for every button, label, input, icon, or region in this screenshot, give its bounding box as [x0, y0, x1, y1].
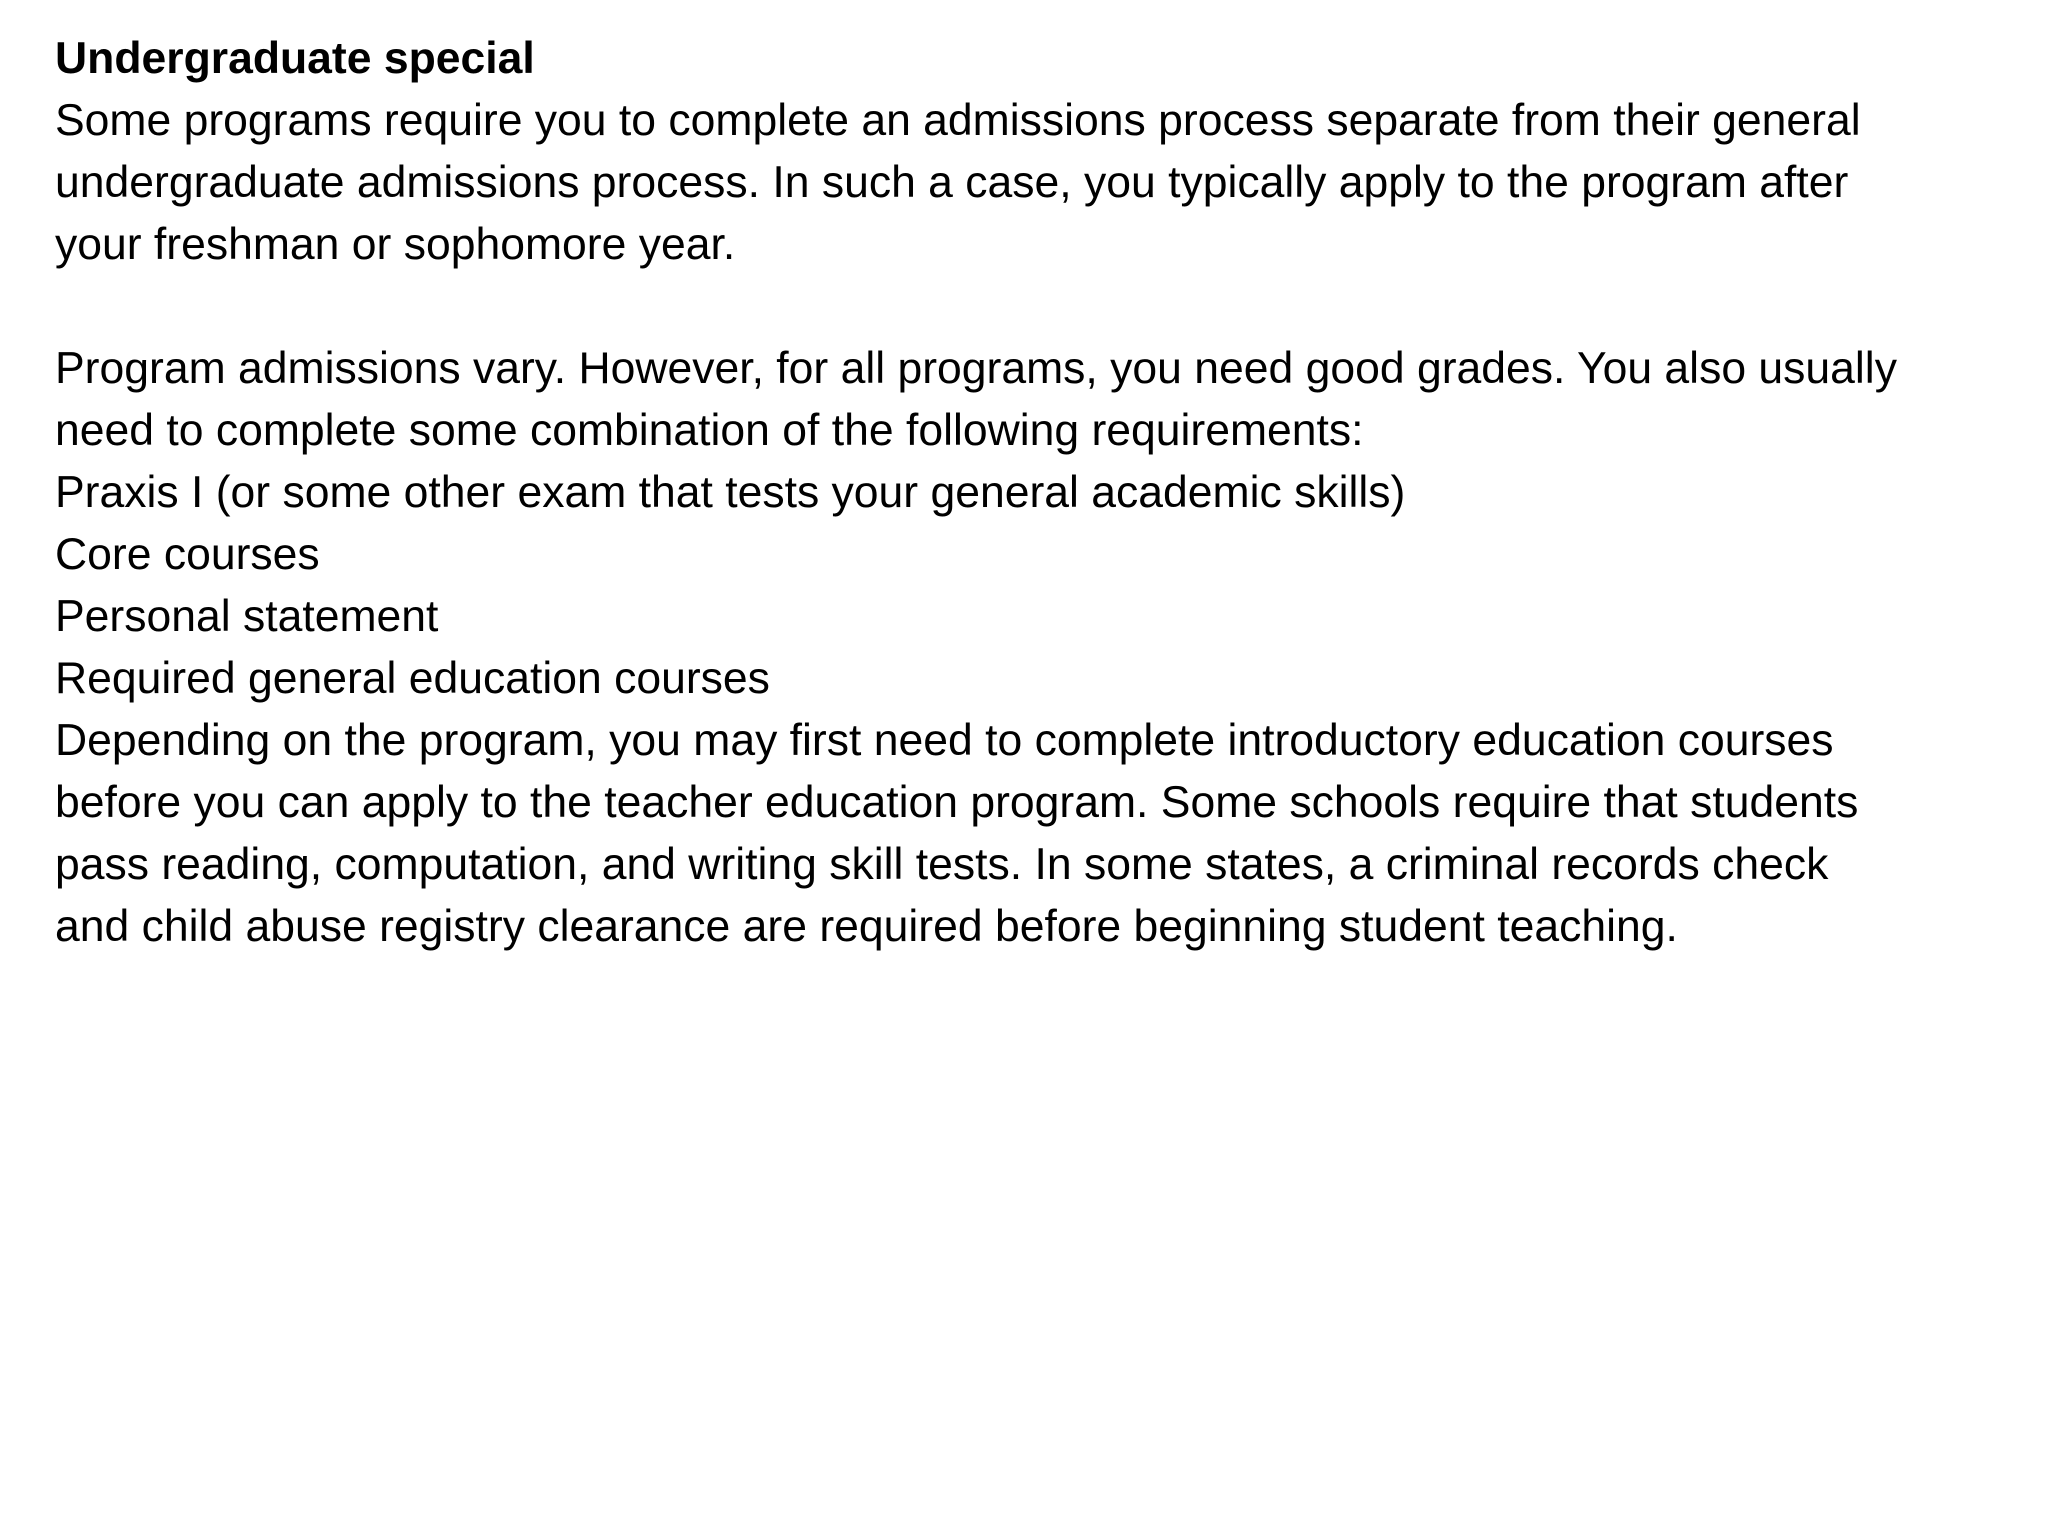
requirement-item: Personal statement	[55, 592, 439, 641]
paragraph-line: Depending on the program, you may first need to complete introductory education courses	[55, 716, 1834, 765]
paragraph-line: undergraduate admissions process. In such a case, you typically apply to the program after	[55, 158, 1849, 207]
paragraph-line: Some programs require you to complete an admissions process separate from their general	[55, 96, 1861, 145]
paragraph-admissions	[55, 338, 2035, 462]
paragraph-line: before you can apply to the teacher education program. Some schools require that students	[55, 778, 1859, 827]
requirement-item: Required general education courses	[55, 654, 770, 703]
paragraph-line: pass reading, computation, and writing skill tests. In some states, a criminal records check	[55, 840, 1829, 889]
requirement-item: Core courses	[55, 530, 320, 579]
paragraph-line: need to complete some combination of the following requirements:	[55, 406, 1364, 455]
paragraph-program-details	[55, 710, 2035, 958]
paragraph-line: and child abuse registry clearance are required before beginning student teaching.	[55, 902, 1678, 951]
requirement-item: Praxis I (or some other exam that tests your general academic skills)	[55, 468, 1406, 517]
document-title: Undergraduate special	[55, 34, 535, 83]
paragraph-spacer	[55, 276, 2035, 338]
paragraph-line: Program admissions vary. However, for all programs, you need good grades. You also usually	[55, 344, 1897, 393]
paragraph-line: your freshman or sophomore year.	[55, 220, 736, 269]
requirements-list	[55, 462, 2035, 710]
paragraph-intro	[55, 90, 2035, 276]
document-body	[55, 28, 2035, 958]
